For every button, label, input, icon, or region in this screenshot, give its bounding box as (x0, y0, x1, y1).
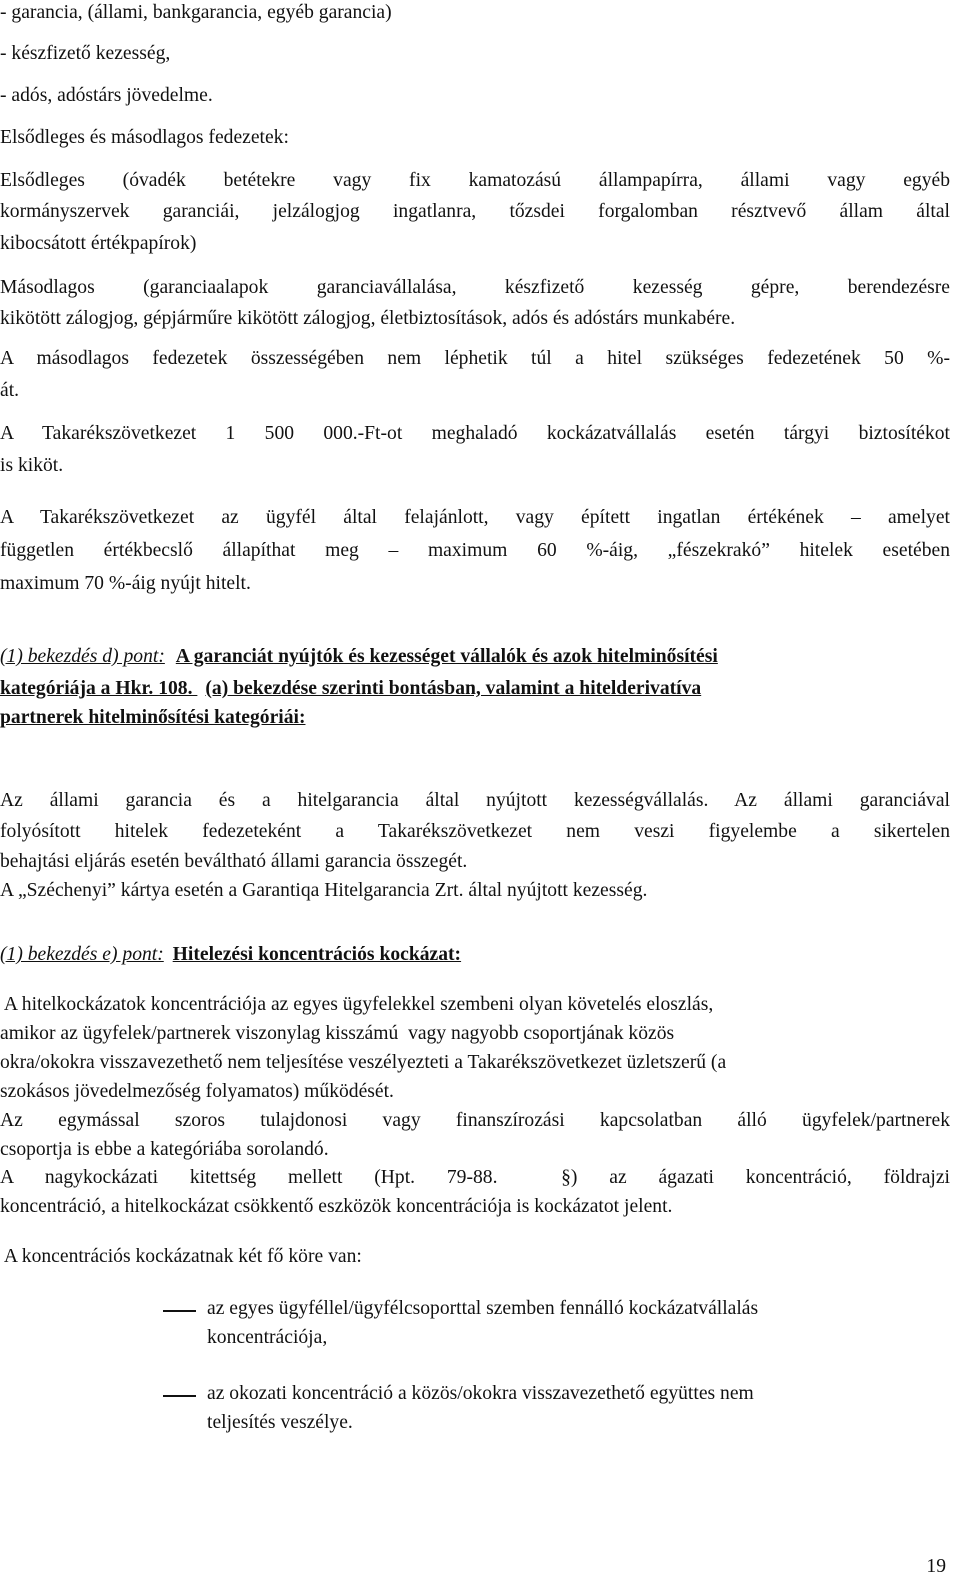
elsodleges-line-3: kibocsátott értékpapírok) (0, 233, 197, 254)
section-d-title-part-b: (a) bekezdése szerinti bontásban, valamint a hitelderivatíva (205, 678, 702, 699)
section-d-title-part-a: kategóriája a Hkr. 108. (0, 678, 193, 699)
list-item-kezesseg: - készfizető kezesség, (0, 43, 171, 64)
section-d-heading-line-1 (0, 644, 718, 669)
koncentracio-line-7: A nagykockázati kitettség mellett (Hpt. 79-88. §) az ágazati koncentráció, földrajzi (0, 1167, 950, 1188)
section-e-heading (0, 942, 461, 967)
masodlagos-line-1: Másodlagos (garanciaalapok garanciavállalása, készfizető kezesség gépre, berendezésre (0, 277, 950, 298)
bullet-1-line-2: koncentrációja, (207, 1327, 328, 1348)
szechenyi-line: A „Széchenyi” kártya esetén a Garantiqa Hitelgarancia Zrt. által nyújtott kezesség. (0, 880, 648, 901)
elsodleges-line-2: kormányszervek garanciái, jelzálogjog ingatlanra, tőzsdei forgalomban résztvevő állam által (0, 201, 950, 222)
fedezetek-heading: Elsődleges és másodlagos fedezetek: (0, 127, 289, 148)
section-d-title: A garanciát nyújtók és kezességet vállalók és azok hitelminősítési (175, 646, 718, 667)
koncentracio-line-8: koncentráció, a hitelkockázat csökkentő eszközök koncentrációja is kockázatot jelent. (0, 1196, 673, 1217)
page-number: 19 (926, 1556, 946, 1577)
bullet-dash-2 (163, 1395, 196, 1397)
section-d-heading-line-3: partnerek hitelminősítési kategóriái: (0, 707, 306, 728)
section-d-heading-line-2 (0, 676, 701, 701)
targyi-line-1: A Takarékszövetkezet 1 500 000.-Ft-ot meghaladó kockázatvállalás esetén tárgyi biztosítékot (0, 423, 950, 444)
garancia-line-2: folyósított hitelek fedezeteként a Takarékszövetkezet nem veszi figyelembe a sikertelen (0, 821, 950, 842)
koncentracio-line-4: szokásos jövedelmezőség folyamatos) működését. (0, 1081, 394, 1102)
bullet-2-line-2: teljesítés veszélye. (207, 1412, 353, 1433)
section-e-title: Hitelezési koncentrációs kockázat: (172, 944, 462, 965)
bullet-2-line-1: az okozati koncentráció a közös/okokra visszavezethető együttes nem (207, 1383, 754, 1404)
section-d-prefix: (1) bekezdés d) pont: (0, 646, 165, 667)
list-item-garancia: - garancia, (állami, bankgarancia, egyéb garancia) (0, 2, 392, 23)
bullet-1-line-1: az egyes ügyféllel/ügyfélcsoporttal szemben fennálló kockázatvállalás (207, 1298, 759, 1319)
garancia-line-3: behajtási eljárás esetén beváltható állami garancia összegét. (0, 851, 468, 872)
koncentracio-line-9: A koncentrációs kockázatnak két fő köre van: (0, 1246, 362, 1267)
ingatlan-line-3: maximum 70 %-áig nyújt hitelt. (0, 573, 251, 594)
koncentracio-line-6: csoportja is ebbe a kategóriába sorolandó. (0, 1139, 329, 1160)
elsodleges-line-1: Elsődleges (óvadék betétekre vagy fix kamatozású állampapírra, állami vagy egyéb (0, 170, 950, 191)
ingatlan-line-2: független értékbecslő állapíthat meg – maximum 60 %-áig, „fészekrakó” hitelek esetében (0, 540, 950, 561)
ingatlan-line-1: A Takarékszövetkezet az ügyfél által felajánlott, vagy épített ingatlan értékének – amelyet (0, 507, 950, 528)
limit-line-1: A másodlagos fedezetek összességében nem léphetik túl a hitel szükséges fedezetének 50 %- (0, 348, 950, 369)
koncentracio-line-3: okra/okokra visszavezethető nem teljesítése veszélyezteti a Takarékszövetkezet üzletszerű (a (0, 1052, 727, 1073)
koncentracio-line-1: A hitelkockázatok koncentrációja az egyes ügyfelekkel szembeni olyan követelés eloszlás, (0, 994, 714, 1015)
koncentracio-line-2: amikor az ügyfelek/partnerek viszonylag kisszámú vagy nagyobb csoportjának közös (0, 1023, 675, 1044)
koncentracio-line-5: Az egymással szoros tulajdonosi vagy finanszírozási kapcsolatban álló ügyfelek/partnerek (0, 1110, 950, 1131)
targyi-line-2: is kiköt. (0, 455, 64, 476)
bullet-dash-1 (163, 1310, 196, 1312)
masodlagos-line-2: kikötött zálogjog, gépjárműre kikötött zálogjog, életbiztosítások, adós és adóstárs munkabére. (0, 308, 736, 329)
limit-line-2: át. (0, 380, 20, 401)
list-item-jovedelem: - adós, adóstárs jövedelme. (0, 85, 213, 106)
section-e-prefix: (1) bekezdés e) pont: (0, 944, 164, 965)
garancia-line-1: Az állami garancia és a hitelgarancia által nyújtott kezességvállalás. Az állami garanciával (0, 790, 950, 811)
